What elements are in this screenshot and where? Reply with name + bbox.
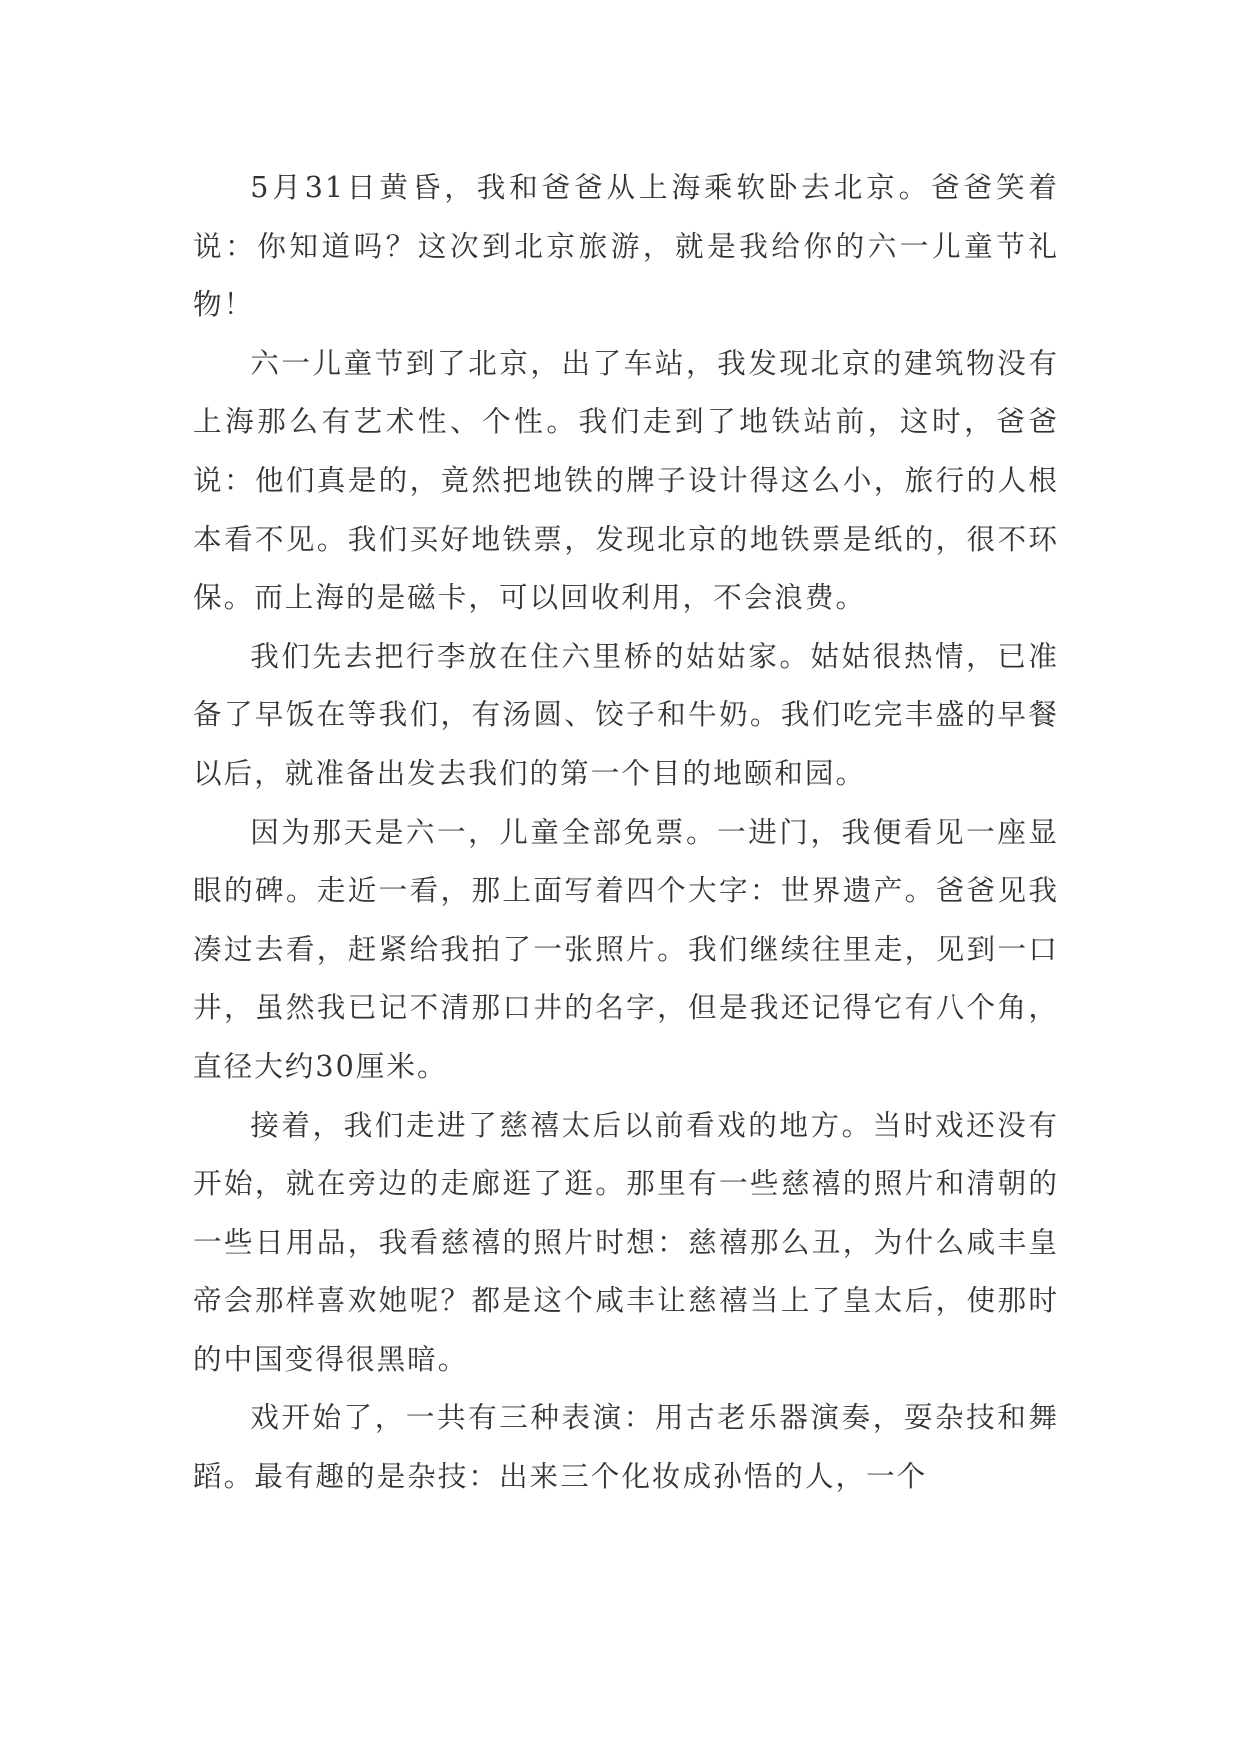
document-body — [193, 158, 1059, 1506]
paragraph-1: 5月31日黄昏，我和爸爸从上海乘软卧去北京。爸爸笑着说：你知道吗？这次到北京旅游，就是我给你的六一儿童节礼物！ — [193, 170, 1059, 322]
paragraph-2: 六一儿童节到了北京，出了车站，我发现北京的建筑物没有上海那么有艺术性、个性。我们走到了地铁站前，这时，爸爸说：他们真是的，竟然把地铁的牌子设计得这么小，旅行的人根本看不见。我们买好地铁票，发现北京的地铁票是纸的，很不环保。而上海的是磁卡，可以回收利用，不会浪费。 — [193, 345, 1059, 615]
paragraph-6: 戏开始了，一共有三种表演：用古老乐器演奏，耍杂技和舞蹈。最有趣的是杂技：出来三个化妆成孙悟的人，一个 — [193, 1400, 1059, 1494]
paragraph-4: 因为那天是六一，儿童全部免票。一进门，我便看见一座显眼的碑。走近一看，那上面写着四个大字：世界遗产。爸爸见我凑过去看，赶紧给我拍了一张照片。我们继续往里走，见到一口井，虽然我已记不清那口井的名字，但是我还记得它有八个角，直径大约30厘米。 — [193, 814, 1059, 1083]
paragraph-3: 我们先去把行李放在住六里桥的姑姑家。姑姑很热情，已准备了早饭在等我们，有汤圆、饺子和牛奶。我们吃完丰盛的早餐以后，就准备出发去我们的第一个目的地颐和园。 — [193, 638, 1059, 790]
paragraph-5: 接着，我们走进了慈禧太后以前看戏的地方。当时戏还没有开始，就在旁边的走廊逛了逛。那里有一些慈禧的照片和清朝的一些日用品，我看慈禧的照片时想：慈禧那么丑，为什么咸丰皇帝会那样喜欢她呢？都是这个咸丰让慈禧当上了皇太后，使那时的中国变得很黑暗。 — [193, 1107, 1059, 1376]
